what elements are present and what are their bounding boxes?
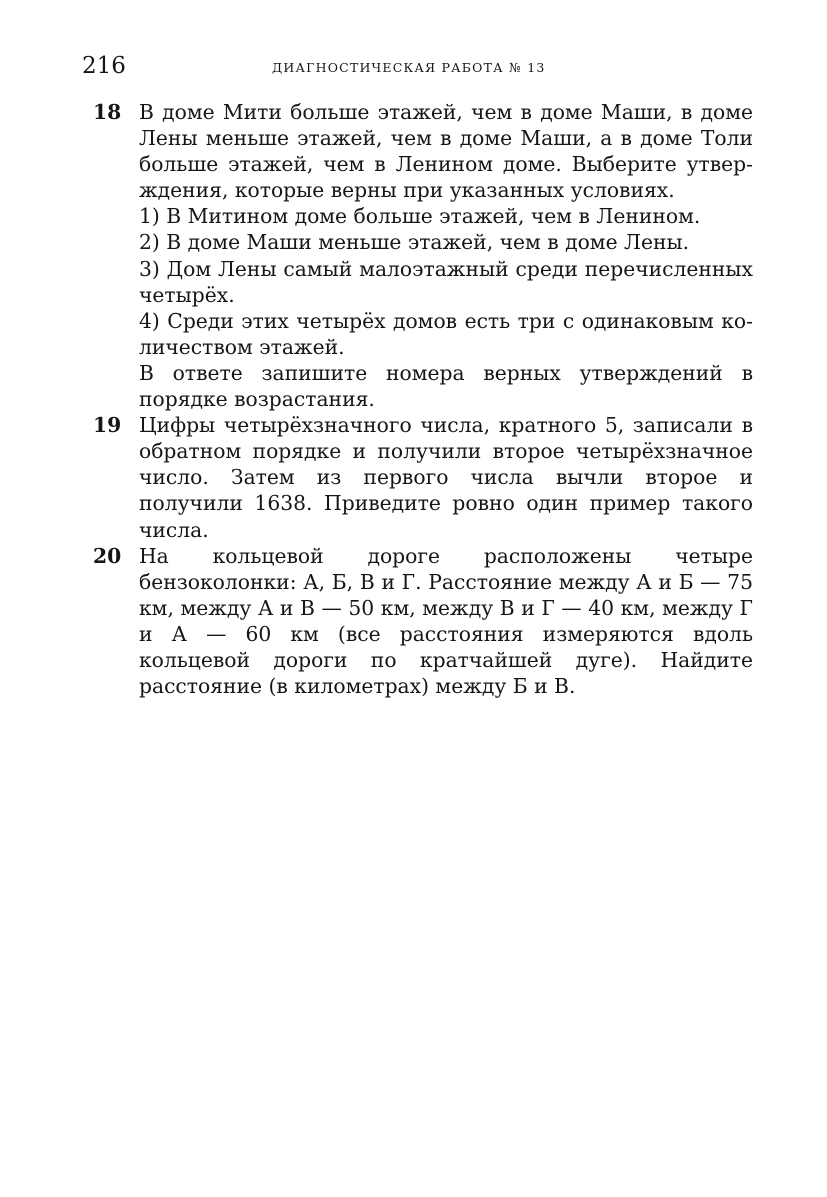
answer-instruction: В ответе запишите номера верных утверждений в порядке возрастания. — [139, 360, 753, 412]
statement-4: 4) Среди этих четырёх домов есть три с одинаковым количеством этажей. — [139, 308, 753, 359]
task-18 — [93, 99, 753, 412]
task-number: 20 — [93, 543, 122, 568]
task-19 — [93, 412, 753, 542]
task-intro: В доме Мити больше этажей, чем в доме Маши, в доме Лены меньше этажей, чем в доме Маши, а в доме Толи больше этажей, чем в Ленином доме. Выберите утверждения, которые верны при указанных условиях. — [139, 100, 753, 203]
task-text: Цифры четырёхзначного числа, кратного 5, записали в обратном порядке и получили второе четырёхзначное число. Затем из первого числа вычли второе и получили 1638. Приведите ровно один пример такого числа. — [139, 413, 753, 542]
page-header — [82, 52, 754, 82]
task-number: 18 — [93, 100, 122, 124]
running-title: ДИАГНОСТИЧЕСКАЯ РАБОТА № 13 — [272, 60, 546, 75]
task-body — [139, 99, 753, 412]
task-list — [93, 99, 753, 699]
statement-3: 3) Дом Лены самый малоэтажный среди перечисленных четырёх. — [139, 256, 753, 307]
task-20 — [93, 543, 753, 700]
task-number: 19 — [93, 413, 122, 438]
task-text: На кольцевой дороге расположены четыре бензоколонки: А, Б, В и Г. Расстояние между А и Б — 75 км, между А и В — 50 км, между В и Г — 40 км, между Г и А — 60 км (все расстояния измеряются вдоль кольцевой дороги по кратчайшей дуге). Найдите расстояние (в километрах) между Б и В. — [139, 543, 753, 699]
statement-1: 1) В Митином доме больше этажей, чем в Ленином. — [139, 204, 701, 229]
page-number: 216 — [82, 53, 126, 79]
statement-2: 2) В доме Маши меньше этажей, чем в доме Лены. — [139, 230, 690, 255]
